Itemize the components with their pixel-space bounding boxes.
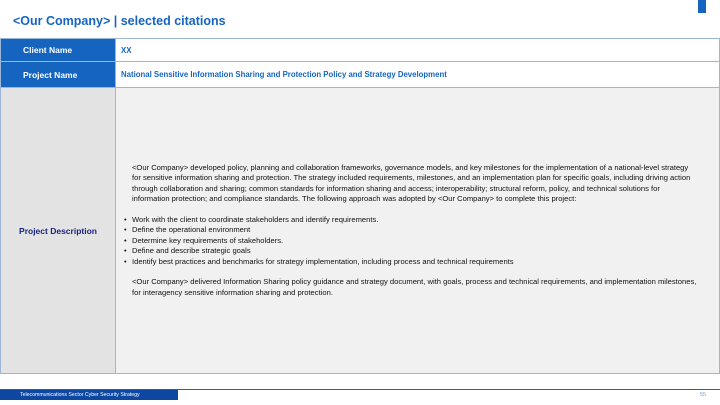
footer-title: Telecommunications Sector Cyber Security Strategy: [0, 390, 178, 400]
list-item: [124, 256, 697, 268]
list-item: [124, 214, 697, 226]
client-name-row: [1, 39, 720, 62]
bullet-icon: •: [124, 235, 127, 245]
approach-list: [124, 214, 697, 268]
page-title: <Our Company> | selected citations: [13, 14, 226, 28]
corner-accent-mark: [698, 0, 706, 13]
project-description-row: [1, 88, 720, 374]
bullet-icon: •: [124, 256, 127, 266]
project-name-value: National Sensitive Information Sharing and Protection Policy and Strategy Development: [116, 62, 720, 88]
list-item: [124, 225, 697, 236]
project-description-body: [116, 88, 720, 374]
description-intro: <Our Company> developed policy, planning and collaboration frameworks, governance models, and key milestones for the implementation of a national-level strategy for sensitive information sharing and protection. The strategy included requirements, milestones, and an implementation plan for specific goals, including driving action through collaboration and sharing; common standards for information sharing and access; interoperability; structural reform, policy, and technical solutions for information protection; and compliance standards. The following approach was adopted by <Our Company> to complete this project:: [132, 162, 691, 204]
project-description-label: Project Description: [1, 88, 116, 374]
client-name-value: XX: [116, 39, 720, 62]
list-item-text: Define the operational environment: [132, 225, 251, 235]
list-item: [124, 246, 697, 257]
list-item-text: Identify best practices and benchmarks for strategy implementation, including process and technical requirements: [132, 256, 514, 266]
bullet-icon: •: [124, 214, 127, 224]
list-item-text: Work with the client to coordinate stakeholders and identify requirements.: [132, 214, 379, 224]
list-item-text: Determine key requirements of stakeholders.: [132, 235, 284, 245]
list-item: [124, 235, 697, 247]
list-item-text: Define and describe strategic goals: [132, 246, 251, 256]
description-outro: <Our Company> delivered Information Sharing policy guidance and strategy document, with goals, process and technical requirements, and implementation milestones, for interagency sensitive information sharing and protection.: [132, 277, 697, 297]
client-name-label: Client Name: [1, 39, 116, 62]
page-number: 55: [699, 392, 706, 398]
citation-table: [0, 38, 720, 374]
project-name-label: Project Name: [1, 62, 116, 88]
bullet-icon: •: [124, 246, 127, 256]
bullet-icon: •: [124, 225, 127, 235]
project-name-row: [1, 62, 720, 88]
